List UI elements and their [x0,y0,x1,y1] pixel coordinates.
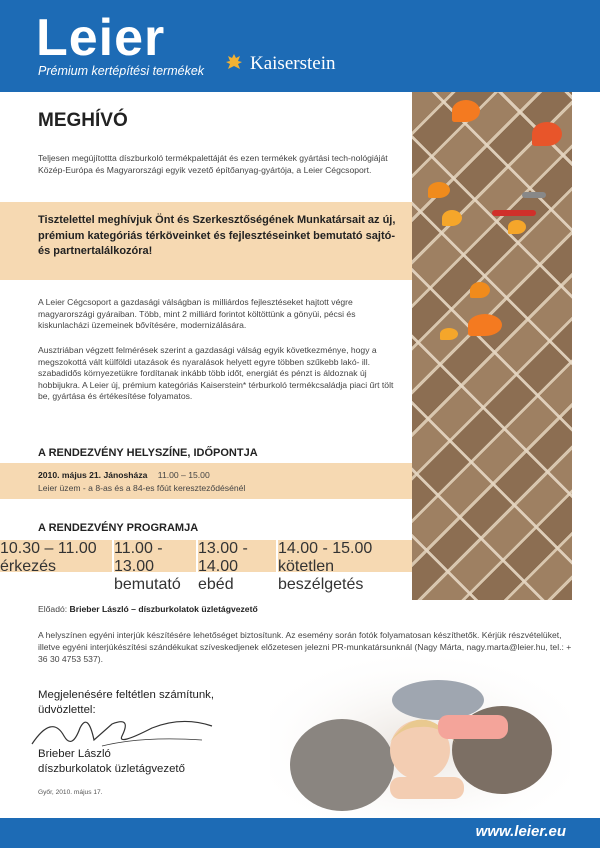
program-item [278,540,412,593]
paving-photo [412,92,572,600]
speaker-name: Brieber László – díszburkolatok üzletágvezető [69,604,258,614]
program-item [114,540,196,593]
intro-text: Teljesen megújítottta díszburkoló termékpalettáját és ezen termékek gyártási tech-nológiáját Közép-Európa és Magyarországi egyik vezető építőanyag-gyártója, a Leier Cégcsoport. [38,153,388,175]
venue-date: 2010. május 21. Jánosháza [38,470,148,480]
program-label: ebéd [198,576,234,593]
body-paragraph-2: Ausztriában végzett felmérések szerint a gazdasági válság egyik következménye, hogy a megszokottá vált külföldi utazások és nyaralások helyett egyre többen szűkebb lakó- ill. szabadidős környezetükre fordítanak inkább több időt, energiát és pénzt is áldoznak új hobbijukra. A Leier új, prémium kategóriás Kaiserstein* térburkoló termékcsaládja piaci űrt tölt be, gyártása és értékesítése folyamatos. [38,345,394,402]
closing-line-2: üdvözlettel: [38,704,96,716]
header-bar [0,0,600,92]
program-item [0,540,112,575]
tagline: Prémium kertépítési termékek [38,64,205,78]
program-item [198,540,276,593]
kaiserstein-brand [224,52,335,75]
child-with-dog-photo [270,655,570,820]
crest-icon [224,52,244,72]
body-paragraph-1: A Leier Cégcsoport a gazdasági válságban is milliárdos fejlesztéseket hajtott végre magyarországi gyáraiban. Több, mint 2 milliárd forintot költöttünk a gönyüi, pécsi és kiskunlacházi üzemeinek bővítésére, modernizálására. [38,297,356,331]
signer-role: díszburkolatok üzletágvezető [38,763,185,775]
speaker-label: Előadó: [38,604,68,614]
website-link[interactable]: www.leier.eu [475,823,566,840]
program-heading: A RENDEZVÉNY PROGRAMJA [38,522,199,534]
program-time: 10.30 – 11.00 [0,540,97,557]
footer-bar [0,818,600,848]
speaker-line [38,604,258,614]
kaiserstein-label: Kaiserstein [250,53,336,74]
document-date: Győr, 2010. május 17. [38,789,103,796]
venue-time: 11.00 – 15.00 [157,470,210,480]
interview-note: A helyszínen egyéni interjúk készítésére lehetőséget biztosítunk. Az esemény során fotók folyamatosan készíthetők. Kérjük részvételüket, illetve egyéni interjúkészítési szándékukat szíveskedjenek előzetesen jelezni PR-munkatársunknál (Nagy Márta, nagy.marta@leier.hu, tel.: + 36 30 4753 537). [38,630,572,664]
program-label: bemutató [114,576,181,593]
venue-place: Leier üzem - a 8-as és a 84-es főút kereszteződésénél [38,483,246,493]
program-label: érkezés [0,558,57,575]
leier-logo: Leier [36,9,166,67]
venue-band [0,463,412,499]
program-time: 11.00 - 13.00 [114,540,163,575]
program-label: kötetlen beszélgetés [278,558,364,593]
invite-text: Tisztelettel meghívjuk Önt és Szerkesztőségének Munkatársait az új, prémium kategóriás térköveinket és fejlesztéseinket bemutató sajtó- és partnertalálkozóra! [38,214,396,257]
signer-block [38,747,185,777]
closing-line-1: Megjelenésére feltétlen számítunk, [38,689,215,701]
signer-name: Brieber László [38,748,111,760]
venue-heading: A RENDEZVÉNY HELYSZÍNE, IDŐPONTJA [38,447,258,459]
page-title: MEGHÍVÓ [38,110,128,131]
venue-date-line [38,470,210,480]
program-time: 13.00 - 14.00 [198,540,248,575]
program-time: 14.00 - 15.00 [278,540,373,557]
